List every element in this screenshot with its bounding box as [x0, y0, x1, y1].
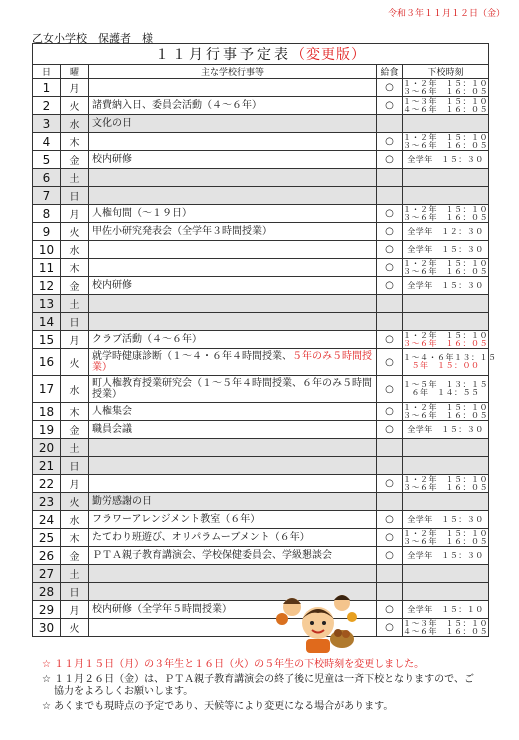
event-text: 人権集会 — [92, 406, 132, 417]
row-meal — [377, 187, 403, 205]
schedule-row — [33, 547, 489, 565]
row-dismissal — [403, 565, 489, 583]
event-text: 校内研修 — [92, 280, 132, 291]
row-meal: ○ — [377, 133, 403, 151]
row-dismissal — [403, 277, 489, 295]
event-text: クラブ活動（４～６年） — [92, 334, 202, 345]
row-events — [89, 115, 377, 133]
row-dismissal — [403, 79, 489, 97]
title-revised-tag: （変更版） — [291, 47, 367, 63]
row-events — [89, 295, 377, 313]
note-pta-dismissal: ☆ １１月２６日（金）は、ＰＴＡ親子教育講演会の終了後に児童は一斉下校となりますので、ご協力をよろしくお願いします。 — [42, 674, 474, 697]
dismissal-time: １・２年 １５：１０ — [403, 402, 489, 412]
row-weekday: 水 — [61, 241, 89, 259]
row-events — [89, 421, 377, 439]
event-text: たてわり班遊び、オリパラムーブメント（６年） — [92, 532, 310, 543]
row-day: 11 — [33, 259, 61, 277]
row-day: 15 — [33, 331, 61, 349]
row-meal: ○ — [377, 241, 403, 259]
schedule-row — [33, 583, 489, 601]
row-dismissal — [403, 349, 497, 376]
row-events — [89, 169, 377, 187]
row-events — [89, 97, 377, 115]
row-weekday: 金 — [61, 277, 89, 295]
row-events — [89, 457, 377, 475]
row-weekday: 金 — [61, 547, 89, 565]
row-meal: ○ — [377, 79, 403, 97]
row-dismissal — [403, 439, 489, 457]
dismissal-time: １・２年 １５：１０ — [403, 258, 489, 268]
row-events — [89, 223, 377, 241]
schedule-row — [33, 601, 489, 619]
row-day: 28 — [33, 583, 61, 601]
row-meal — [377, 115, 403, 133]
event-text: 文化の日 — [92, 118, 132, 129]
schedule-row — [33, 97, 489, 115]
row-weekday: 日 — [61, 313, 89, 331]
schedule-row — [33, 619, 489, 637]
event-text: 校内研修 — [92, 154, 132, 165]
table-header-row — [33, 65, 489, 79]
schedule-row — [33, 349, 489, 376]
row-events — [89, 439, 377, 457]
row-weekday: 月 — [61, 601, 89, 619]
event-text: 人権旬間（～１９日） — [92, 208, 192, 219]
schedule-table — [32, 43, 497, 637]
dismissal-time: ４～６年 １６：０５ — [403, 104, 489, 114]
dismissal-time: 全学年 １２：３０ — [407, 226, 484, 236]
row-meal — [377, 439, 403, 457]
schedule-row — [33, 241, 489, 259]
row-weekday: 木 — [61, 259, 89, 277]
row-weekday: 木 — [61, 403, 89, 421]
dismissal-time: １・２年 １５：１０ — [403, 528, 489, 538]
dismissal-time: 全学年 １５：３０ — [407, 280, 484, 290]
schedule-row — [33, 376, 489, 403]
event-text: ＰＴＡ親子教育講演会、学校保健委員会、学級懇談会 — [92, 550, 332, 561]
row-events — [89, 349, 377, 376]
row-meal: ○ — [377, 421, 403, 439]
event-text-changed: ５年のみ５時間授業） — [92, 351, 372, 373]
title-main: １１月行事予定表 — [155, 47, 292, 63]
row-events — [89, 565, 377, 583]
row-dismissal — [403, 493, 489, 511]
row-day: 26 — [33, 547, 61, 565]
dismissal-time: １・２年 １５：１０ — [403, 132, 489, 142]
schedule-row — [33, 223, 489, 241]
row-events — [89, 493, 377, 511]
col-header-events: 主な学校行事等 — [89, 65, 377, 79]
row-dismissal — [403, 241, 489, 259]
row-meal: ○ — [377, 619, 403, 637]
event-text: 諸費納入日、委員会活動（４～６年） — [92, 100, 262, 111]
col-header-dismissal: 下校時刻 — [403, 65, 489, 79]
schedule-row — [33, 457, 489, 475]
row-meal: ○ — [377, 475, 403, 493]
row-meal — [377, 493, 403, 511]
row-meal: ○ — [377, 205, 403, 223]
row-day: 7 — [33, 187, 61, 205]
row-day: 25 — [33, 529, 61, 547]
row-weekday: 月 — [61, 79, 89, 97]
row-meal: ○ — [377, 547, 403, 565]
schedule-row — [33, 529, 489, 547]
dismissal-time: ３～６年 １６：０５ — [403, 212, 489, 222]
row-meal — [377, 169, 403, 187]
row-events — [89, 313, 377, 331]
row-weekday: 火 — [61, 493, 89, 511]
row-day: 30 — [33, 619, 61, 637]
row-events — [89, 241, 377, 259]
row-events — [89, 151, 377, 169]
row-weekday: 火 — [61, 619, 89, 637]
row-day: 21 — [33, 457, 61, 475]
dismissal-time: 全学年 １５：３０ — [407, 550, 484, 560]
row-dismissal — [403, 457, 489, 475]
event-text: 町人権教育授業研究会（１～５年４時間授業、６年のみ５時間授業） — [92, 378, 372, 400]
footnotes — [42, 659, 482, 716]
dismissal-time-changed: ３～６年 １６：０５ — [403, 338, 489, 348]
row-events — [89, 187, 377, 205]
document-date: 令和３年１１月１２日（金） — [387, 9, 505, 19]
addressee: 乙女小学校 保護者 様 — [32, 32, 153, 45]
dismissal-time: 全学年 １５：１０ — [407, 604, 484, 614]
row-weekday: 日 — [61, 187, 89, 205]
row-day: 12 — [33, 277, 61, 295]
row-dismissal — [403, 187, 489, 205]
row-dismissal — [403, 295, 489, 313]
row-events — [89, 259, 377, 277]
row-day: 3 — [33, 115, 61, 133]
row-meal — [377, 313, 403, 331]
row-dismissal — [403, 97, 489, 115]
note-tentative: ☆ あくまでも現時点の予定であり、天候等により変更になる場合があります。 — [42, 701, 394, 712]
event-text: フラワーアレンジメント教室（６年） — [92, 514, 261, 525]
row-meal: ○ — [377, 601, 403, 619]
dismissal-time-changed: ５年 １５：００ — [411, 361, 480, 370]
row-meal: ○ — [377, 529, 403, 547]
row-meal: ○ — [377, 277, 403, 295]
row-weekday: 月 — [61, 331, 89, 349]
schedule-title — [33, 44, 489, 65]
schedule-row — [33, 511, 489, 529]
row-dismissal — [403, 331, 489, 349]
row-day: 6 — [33, 169, 61, 187]
row-dismissal — [403, 313, 489, 331]
dismissal-time: 全学年 １５：３０ — [407, 424, 484, 434]
row-dismissal — [403, 223, 489, 241]
row-events — [89, 205, 377, 223]
row-meal: ○ — [377, 511, 403, 529]
dismissal-time: ３～６年 １６：０５ — [403, 140, 489, 150]
row-events — [89, 331, 377, 349]
row-weekday: 土 — [61, 439, 89, 457]
col-header-weekday: 曜 — [61, 65, 89, 79]
dismissal-time: ６年 １４：５５ — [411, 388, 480, 397]
row-dismissal — [403, 376, 489, 403]
row-day: 1 — [33, 79, 61, 97]
row-day: 22 — [33, 475, 61, 493]
dismissal-time: ４～６年 １６：０５ — [403, 626, 489, 636]
row-meal: ○ — [377, 223, 403, 241]
row-meal — [377, 457, 403, 475]
row-day: 14 — [33, 313, 61, 331]
row-meal — [377, 295, 403, 313]
row-events — [89, 511, 377, 529]
dismissal-time: １・２年 １５：１０ — [403, 474, 489, 484]
row-day: 18 — [33, 403, 61, 421]
row-events — [89, 475, 377, 493]
schedule-row — [33, 133, 489, 151]
row-dismissal — [403, 421, 489, 439]
row-dismissal — [403, 115, 489, 133]
dismissal-time: ３～６年 １６：０５ — [403, 410, 489, 420]
event-text: 勤労感謝の日 — [92, 496, 152, 507]
schedule-row — [33, 295, 489, 313]
row-weekday: 金 — [61, 421, 89, 439]
row-day: 5 — [33, 151, 61, 169]
row-day: 13 — [33, 295, 61, 313]
col-header-day: 日 — [33, 65, 61, 79]
row-weekday: 月 — [61, 475, 89, 493]
row-weekday: 火 — [61, 223, 89, 241]
dismissal-time: １～４・６年１３：１５ — [403, 353, 497, 362]
schedule-row — [33, 331, 489, 349]
col-header-meal: 給食 — [377, 65, 403, 79]
schedule-row — [33, 115, 489, 133]
row-weekday: 土 — [61, 169, 89, 187]
row-dismissal — [403, 133, 489, 151]
schedule-row — [33, 169, 489, 187]
row-day: 4 — [33, 133, 61, 151]
row-day: 16 — [33, 349, 61, 376]
children-illustration — [276, 589, 360, 655]
row-events — [89, 277, 377, 295]
row-dismissal — [403, 601, 489, 619]
row-day: 2 — [33, 97, 61, 115]
row-weekday: 火 — [61, 349, 89, 376]
row-weekday: 火 — [61, 97, 89, 115]
schedule-row — [33, 277, 489, 295]
row-day: 23 — [33, 493, 61, 511]
row-events — [89, 403, 377, 421]
schedule-row — [33, 79, 489, 97]
row-day: 8 — [33, 205, 61, 223]
row-dismissal — [403, 583, 489, 601]
row-dismissal — [403, 619, 489, 637]
row-dismissal — [403, 169, 489, 187]
row-dismissal — [403, 259, 489, 277]
note-schedule-change: ☆ １１月１５日（月）の３年生と１６日（火）の５年生の下校時刻を変更しました。 — [42, 659, 425, 670]
dismissal-time: 全学年 １５：３０ — [407, 154, 484, 164]
event-text: 甲佐小研究発表会（全学年３時間授業） — [92, 226, 272, 237]
schedule-frame — [32, 43, 497, 637]
row-dismissal — [403, 403, 489, 421]
event-text: 職員会議 — [92, 424, 132, 435]
row-meal: ○ — [377, 349, 403, 376]
dismissal-time: １・２年 １５：１０ — [403, 78, 489, 88]
dismissal-time: 全学年 １５：３０ — [407, 514, 484, 524]
row-day: 10 — [33, 241, 61, 259]
row-weekday: 木 — [61, 529, 89, 547]
dismissal-time: １～３年 １５：１０ — [403, 618, 489, 628]
row-weekday: 日 — [61, 583, 89, 601]
row-dismissal — [403, 547, 489, 565]
dismissal-time: １・２年 １５：１０ — [403, 330, 489, 340]
row-meal: ○ — [377, 151, 403, 169]
schedule-row — [33, 187, 489, 205]
row-weekday: 金 — [61, 151, 89, 169]
dismissal-time: １・２年 １５：１０ — [403, 204, 489, 214]
schedule-row — [33, 493, 489, 511]
row-day: 24 — [33, 511, 61, 529]
row-meal — [377, 583, 403, 601]
row-events — [89, 529, 377, 547]
schedule-row — [33, 421, 489, 439]
row-dismissal — [403, 529, 489, 547]
dismissal-time: ３～６年 １６：０５ — [403, 536, 489, 546]
schedule-row — [33, 151, 489, 169]
row-meal: ○ — [377, 376, 403, 403]
schedule-row — [33, 259, 489, 277]
row-meal: ○ — [377, 259, 403, 277]
row-dismissal — [403, 151, 489, 169]
schedule-row — [33, 565, 489, 583]
schedule-row — [33, 403, 489, 421]
row-day: 19 — [33, 421, 61, 439]
row-meal — [377, 565, 403, 583]
row-events — [89, 79, 377, 97]
row-weekday: 水 — [61, 376, 89, 403]
row-events — [89, 547, 377, 565]
row-meal: ○ — [377, 331, 403, 349]
dismissal-time: ３～６年 １６：０５ — [403, 266, 489, 276]
event-text: 校内研修（全学年５時間授業） — [92, 604, 232, 615]
schedule-row — [33, 475, 489, 493]
row-day: 17 — [33, 376, 61, 403]
schedule-row — [33, 205, 489, 223]
row-events — [89, 133, 377, 151]
row-events — [89, 376, 377, 403]
row-weekday: 水 — [61, 115, 89, 133]
row-day: 27 — [33, 565, 61, 583]
dismissal-time: ３～６年 １６：０５ — [403, 482, 489, 492]
schedule-row — [33, 313, 489, 331]
row-day: 9 — [33, 223, 61, 241]
row-dismissal — [403, 511, 489, 529]
row-weekday: 木 — [61, 133, 89, 151]
row-day: 29 — [33, 601, 61, 619]
row-weekday: 水 — [61, 511, 89, 529]
dismissal-time: １～３年 １５：１０ — [403, 96, 489, 106]
row-weekday: 月 — [61, 205, 89, 223]
dismissal-time: 全学年 １５：３０ — [407, 244, 484, 254]
row-day: 20 — [33, 439, 61, 457]
schedule-row — [33, 439, 489, 457]
dismissal-time: ３～６年 １６：０５ — [403, 86, 489, 96]
row-meal: ○ — [377, 403, 403, 421]
dismissal-time: １～５年 １３：１５ — [403, 380, 489, 389]
row-weekday: 土 — [61, 565, 89, 583]
row-dismissal — [403, 205, 489, 223]
row-meal: ○ — [377, 97, 403, 115]
row-dismissal — [403, 475, 489, 493]
event-text: 就学時健康診断（１～４・６年４時間授業、 — [92, 351, 292, 362]
row-weekday: 土 — [61, 295, 89, 313]
row-weekday: 日 — [61, 457, 89, 475]
